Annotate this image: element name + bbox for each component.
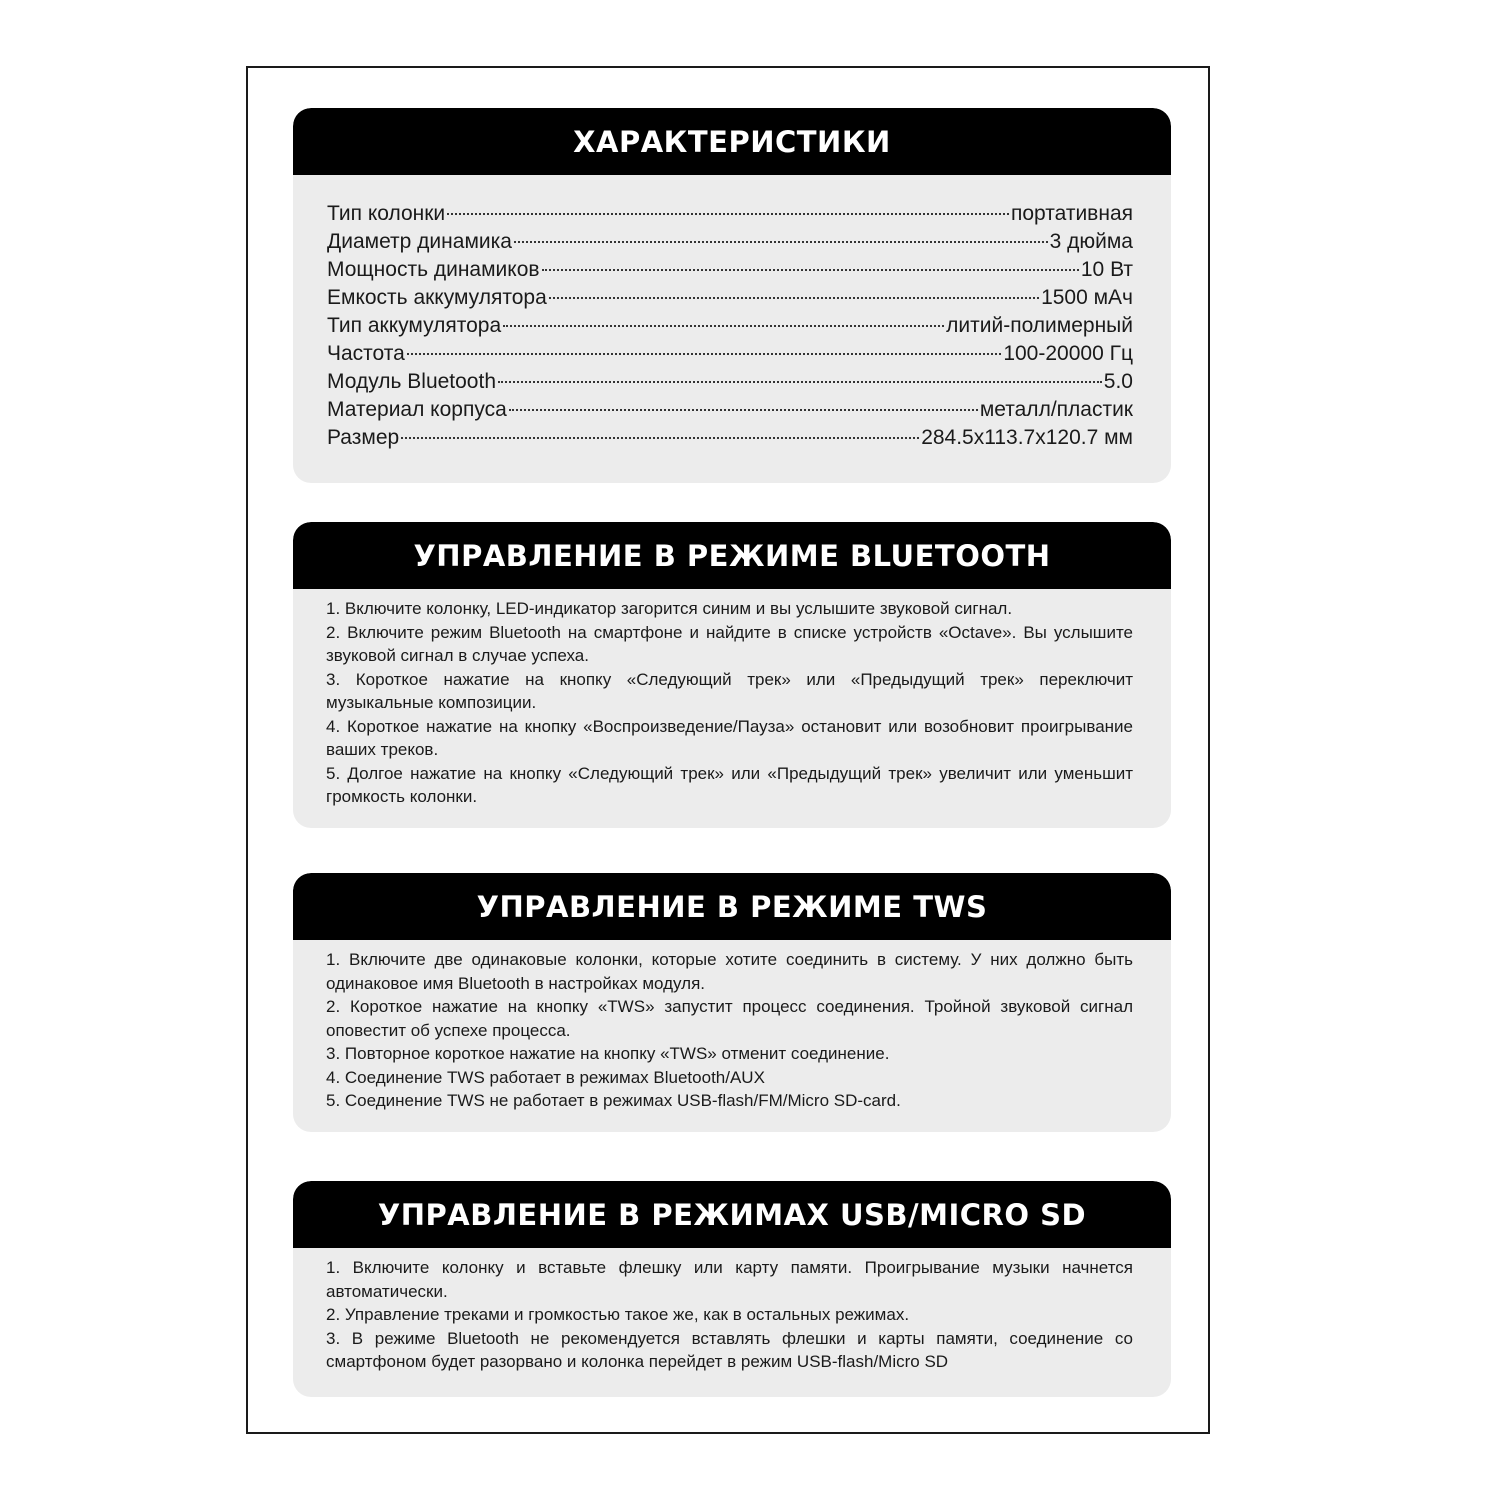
spec-value: портативная bbox=[1010, 202, 1133, 225]
instruction-item: 3. В режиме Bluetooth не рекомендуется вставлять флешки и карты памяти, соединение со смартфоном будет разорвано и колонка перейдет в режим USB-flash/Micro SD bbox=[326, 1328, 1133, 1371]
spec-row bbox=[327, 424, 1133, 452]
manual-page bbox=[246, 66, 1210, 1434]
dotted-leader bbox=[503, 325, 944, 327]
instruction-item: 2. Управление треками и громкостью такое же, как в остальных режимах. bbox=[326, 1305, 910, 1324]
spec-label: Тип колонки bbox=[327, 202, 446, 225]
specs-list bbox=[293, 175, 1171, 452]
spec-label: Модуль Bluetooth bbox=[327, 370, 497, 393]
spec-row bbox=[327, 284, 1133, 312]
instruction-item: 1. Включите колонку и вставьте флешку или карту памяти. Проигрывание музыки начнется автоматически. bbox=[326, 1258, 1133, 1301]
instruction-item: 4. Соединение TWS работает в режимах Bluetooth/AUX bbox=[326, 1067, 765, 1087]
dotted-leader bbox=[447, 213, 1009, 215]
bluetooth-title: УПРАВЛЕНИЕ В РЕЖИМЕ BLUETOOTH bbox=[413, 538, 1051, 573]
specs-section bbox=[293, 108, 1171, 483]
instruction-item: 2. Включите режим Bluetooth на смартфоне и найдите в списке устройств «Octave». Вы услышите звуковой сигнал в случае успеха. bbox=[326, 622, 1133, 665]
specs-header bbox=[293, 108, 1171, 175]
bluetooth-section bbox=[293, 522, 1171, 828]
spec-label: Размер bbox=[327, 426, 400, 449]
spec-label: Диаметр динамика bbox=[327, 230, 512, 253]
instruction-item: 1. Включите колонку, LED-индикатор загорится синим и вы услышите звуковой сигнал. bbox=[326, 599, 1013, 618]
spec-label: Тип аккумулятора bbox=[327, 314, 502, 337]
usb-title: УПРАВЛЕНИЕ В РЕЖИМАХ USB/MICRO SD bbox=[377, 1197, 1087, 1232]
bluetooth-instructions bbox=[293, 589, 1171, 823]
spec-label: Мощность динамиков bbox=[327, 258, 540, 281]
spec-row bbox=[327, 312, 1133, 340]
dotted-leader bbox=[549, 297, 1039, 299]
usb-instructions bbox=[293, 1248, 1171, 1388]
instruction-item: 2. Короткое нажатие на кнопку «TWS» запустит процесс соединения. Тройной звуковой сигнал оповестит об успехе процесса. bbox=[326, 997, 1133, 1040]
spec-value: 5.0 bbox=[1103, 370, 1133, 393]
dotted-leader bbox=[509, 409, 978, 411]
dotted-leader bbox=[542, 269, 1079, 271]
usb-header bbox=[293, 1181, 1171, 1248]
bluetooth-header bbox=[293, 522, 1171, 589]
spec-value: металл/пластик bbox=[979, 398, 1133, 421]
tws-section bbox=[293, 873, 1171, 1132]
dotted-leader bbox=[407, 353, 1001, 355]
instruction-item: 4. Короткое нажатие на кнопку «Воспроизведение/Пауза» остановит или возобновит проигрывание ваших треков. bbox=[326, 716, 1133, 759]
specs-title: ХАРАКТЕРИСТИКИ bbox=[573, 124, 891, 159]
spec-row bbox=[327, 340, 1133, 368]
spec-value: 3 дюйма bbox=[1049, 230, 1133, 253]
spec-value: 284.5x113.7x120.7 мм bbox=[921, 426, 1133, 449]
instruction-item: 3. Короткое нажатие на кнопку «Следующий трек» или «Предыдущий трек» переключит музыкальные композиции. bbox=[326, 669, 1133, 712]
spec-label: Емкость аккумулятора bbox=[327, 286, 547, 309]
spec-row bbox=[327, 228, 1133, 256]
instruction-item: 3. Повторное короткое нажатие на кнопку «TWS» отменит соединение. bbox=[326, 1044, 890, 1063]
spec-value: 1500 мАч bbox=[1041, 286, 1133, 309]
tws-instructions bbox=[293, 940, 1171, 1127]
dotted-leader bbox=[498, 381, 1102, 383]
spec-label: Частота bbox=[327, 342, 405, 365]
instruction-item: 5. Долгое нажатие на кнопку «Следующий трек» или «Предыдущий трек» увеличит или уменьшит громкость колонки. bbox=[326, 763, 1133, 806]
spec-row bbox=[327, 200, 1133, 228]
spec-row bbox=[327, 396, 1133, 424]
tws-title: УПРАВЛЕНИЕ В РЕЖИМЕ TWS bbox=[476, 889, 988, 924]
spec-row bbox=[327, 256, 1133, 284]
spec-label: Материал корпуса bbox=[327, 398, 507, 421]
dotted-leader bbox=[514, 241, 1048, 243]
dotted-leader bbox=[401, 437, 919, 439]
spec-value: литий-полимерный bbox=[946, 314, 1133, 337]
spec-value: 10 Вт bbox=[1080, 258, 1133, 281]
usb-section bbox=[293, 1181, 1171, 1397]
spec-row bbox=[327, 368, 1133, 396]
spec-value: 100-20000 Гц bbox=[1003, 342, 1133, 365]
instruction-item: 5. Соединение TWS не работает в режимах USB-flash/FM/Micro SD-card. bbox=[326, 1091, 901, 1110]
instruction-item: 1. Включите две одинаковые колонки, которые хотите соединить в систему. У них должно быть одинаковое имя Bluetooth в настройках модуля. bbox=[326, 950, 1133, 993]
tws-header bbox=[293, 873, 1171, 940]
